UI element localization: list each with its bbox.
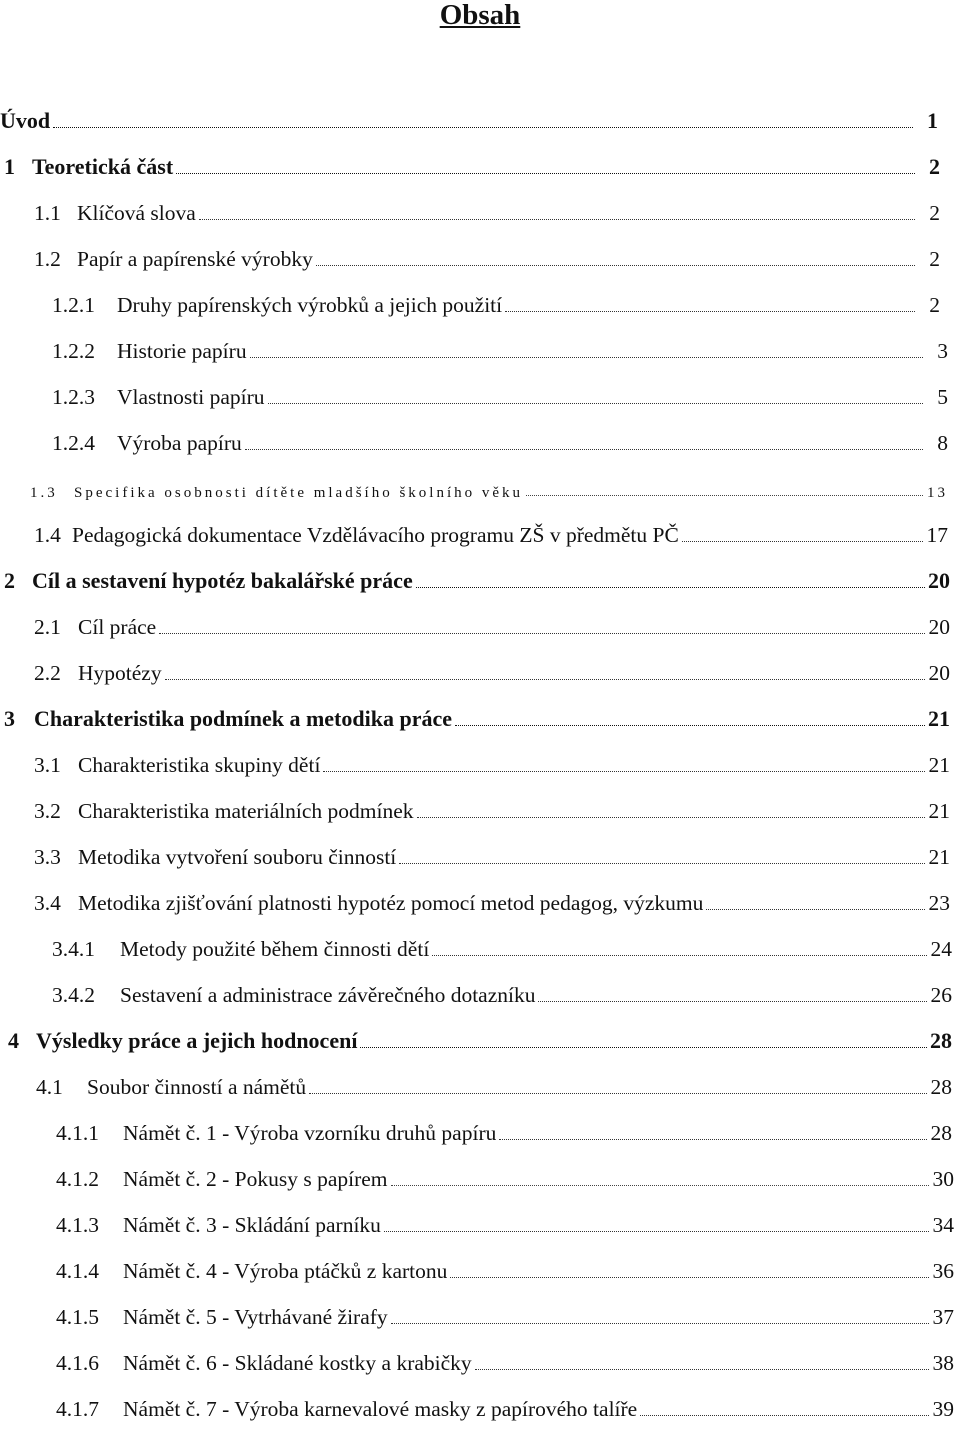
toc-entry-title: Papír a papírenské výrobky	[77, 247, 313, 271]
toc-entry-title: Výsledky práce a jejich hodnocení	[36, 1028, 358, 1053]
toc-entry[interactable]	[0, 226, 960, 272]
toc-leader	[176, 173, 915, 174]
toc-entry[interactable]	[0, 962, 960, 1008]
toc-entry-number: 3.1	[34, 753, 61, 777]
toc-entry[interactable]	[0, 1146, 960, 1192]
toc-entry-number: 4.1.6	[56, 1351, 99, 1375]
toc-entry-page: 2	[929, 247, 940, 271]
toc-entry-page: 37	[932, 1305, 954, 1329]
toc-leader	[706, 909, 925, 910]
toc-entry-page: 21	[928, 845, 950, 869]
toc-entry-number: 3.4.1	[52, 937, 95, 961]
toc-leader	[384, 1231, 929, 1232]
toc-entry[interactable]	[0, 824, 960, 870]
toc-entry[interactable]	[0, 1192, 960, 1238]
toc-entry-title: Námět č. 4 - Výroba ptáčků z kartonu	[123, 1259, 448, 1283]
toc-entry-page: 20	[928, 568, 950, 593]
toc-leader	[526, 495, 923, 496]
toc-entry-page: 1	[927, 108, 938, 133]
toc-entry[interactable]	[0, 594, 960, 640]
toc-entry-number: 4.1.1	[56, 1121, 99, 1145]
toc-entry-page: 3	[937, 339, 948, 363]
toc-entry[interactable]	[0, 548, 960, 594]
toc-entry[interactable]	[0, 88, 960, 134]
toc-entry-page: 21	[928, 753, 950, 777]
toc-entry-page: 23	[928, 891, 950, 915]
toc-entry-page: 39	[932, 1397, 954, 1421]
toc-entry[interactable]	[0, 640, 960, 686]
toc-leader	[165, 679, 925, 680]
toc-leader	[323, 771, 925, 772]
toc-leader	[199, 219, 915, 220]
toc-entry[interactable]	[0, 1008, 960, 1054]
toc-leader	[399, 863, 925, 864]
toc-entry-number: 2.2	[34, 661, 61, 685]
toc-entry-number: 1.4	[34, 523, 61, 547]
toc-leader	[499, 1139, 927, 1140]
toc-entry-number: 4.1.7	[56, 1397, 99, 1421]
toc-leader	[309, 1093, 927, 1094]
toc-entry[interactable]	[0, 1238, 960, 1284]
toc-entry-page: 26	[930, 983, 952, 1007]
toc-entry-number: 4.1.4	[56, 1259, 99, 1283]
toc-entry[interactable]	[0, 364, 960, 410]
toc-leader	[538, 1001, 927, 1002]
toc-entry-page: 38	[932, 1351, 954, 1375]
toc-entry-page: 13	[927, 485, 948, 501]
toc-entry-number: 1.2.2	[52, 339, 95, 363]
toc-entry-page: 34	[932, 1213, 954, 1237]
toc-leader	[391, 1323, 929, 1324]
toc-entry[interactable]	[0, 1376, 960, 1422]
toc-entry-title: Metody použité během činnosti dětí	[120, 937, 430, 961]
toc-entry-page: 28	[930, 1028, 952, 1053]
toc-entry[interactable]	[0, 870, 960, 916]
toc-entry-page: 2	[929, 201, 940, 225]
toc-entry-page: 2	[929, 293, 940, 317]
toc-leader	[682, 541, 923, 542]
toc-leader	[391, 1185, 929, 1186]
toc-entry-title: Námět č. 7 - Výroba karnevalové masky z papírového talíře	[123, 1397, 638, 1421]
toc-entry[interactable]	[0, 180, 960, 226]
toc-entry-title: Námět č. 3 - Skládání parníku	[123, 1213, 381, 1237]
toc-entry-title: Pedagogická dokumentace Vzdělávacího programu ZŠ v předmětu PČ	[72, 523, 679, 547]
toc-entry-number: 3	[4, 706, 15, 731]
toc-leader	[455, 725, 925, 726]
toc-entry[interactable]	[0, 318, 960, 364]
toc-entry-page: 20	[928, 615, 950, 639]
toc-entry[interactable]	[0, 410, 960, 456]
toc-entry-number: 1.2.1	[52, 293, 95, 317]
toc-entry-title: Historie papíru	[117, 339, 247, 363]
toc-entry-title: Námět č. 1 - Výroba vzorníku druhů papíru	[123, 1121, 497, 1145]
toc-entry-page: 24	[930, 937, 952, 961]
toc-entry-number: 3.2	[34, 799, 61, 823]
toc-entry[interactable]	[0, 134, 960, 180]
toc-entry-title: Námět č. 2 - Pokusy s papírem	[123, 1167, 388, 1191]
toc-entry-number: 4.1.5	[56, 1305, 99, 1329]
toc-entry[interactable]	[0, 732, 960, 778]
toc-entry-title: Druhy papírenských výrobků a jejich použití	[117, 293, 503, 317]
toc-leader	[268, 403, 924, 404]
toc-entry-number: 2	[4, 568, 15, 593]
toc-leader	[316, 265, 915, 266]
toc-entry-page: 8	[937, 431, 948, 455]
toc-entry-page: 21	[928, 706, 950, 731]
toc-leader	[475, 1369, 929, 1370]
toc-entry[interactable]	[0, 272, 960, 318]
toc-entry-number: 2.1	[34, 615, 61, 639]
toc-entry-page: 2	[929, 154, 940, 179]
toc-leader	[53, 127, 913, 128]
toc-entry-number: 1.2	[34, 247, 61, 271]
toc-entry-title: Klíčová slova	[77, 201, 196, 225]
toc-entry-number: 4.1.3	[56, 1213, 99, 1237]
toc-entry-page: 36	[932, 1259, 954, 1283]
toc-entry-title: Metodika vytvoření souboru činností	[78, 845, 397, 869]
toc-entry-title: Vlastnosti papíru	[117, 385, 265, 409]
toc-entry-page: 20	[928, 661, 950, 685]
toc-entry-page: 21	[928, 799, 950, 823]
toc-entry[interactable]	[0, 502, 960, 548]
toc-entry[interactable]	[0, 1054, 960, 1100]
toc-entry-title: Výroba papíru	[117, 431, 242, 455]
toc-entry[interactable]	[0, 778, 960, 824]
toc-entry-page: 28	[930, 1121, 952, 1145]
toc-entry-title: Úvod	[0, 108, 51, 133]
toc-entry-number: 1.2.3	[52, 385, 95, 409]
toc-leader	[250, 357, 923, 358]
toc-entry[interactable]	[0, 916, 960, 962]
toc-entry-number: 4	[8, 1028, 19, 1053]
toc-entry-title: Charakteristika podmínek a metodika práce	[34, 706, 452, 731]
toc-entry-title: Specifika osobnosti dítěte mladšího školního věku	[74, 485, 524, 501]
toc-leader	[417, 817, 925, 818]
toc-entry[interactable]	[0, 456, 960, 502]
toc-entry-number: 4.1	[36, 1075, 63, 1099]
toc-entry-page: 30	[932, 1167, 954, 1191]
toc-entry-title: Hypotézy	[78, 661, 162, 685]
toc-leader	[416, 587, 925, 588]
page-title: Obsah	[439, 0, 521, 31]
toc-entry-title: Teoretická část	[32, 154, 174, 179]
toc-entry-page: 28	[930, 1075, 952, 1099]
toc-leader	[450, 1277, 929, 1278]
toc-leader	[245, 449, 923, 450]
toc-entry[interactable]	[0, 1330, 960, 1376]
toc-entry-number: 1.3	[30, 485, 58, 501]
toc-entry-title: Námět č. 6 - Skládané kostky a krabičky	[123, 1351, 472, 1375]
toc-entry-title: Soubor činností a námětů	[87, 1075, 307, 1099]
toc-entry-number: 3.3	[34, 845, 61, 869]
toc-entry-number: 3.4.2	[52, 983, 95, 1007]
toc-entry-title: Cíl a sestavení hypotéz bakalářské práce	[32, 568, 413, 593]
toc-entry-page: 17	[926, 523, 948, 547]
toc-entry[interactable]	[0, 1100, 960, 1146]
toc-entry-page: 5	[937, 385, 948, 409]
toc-entry[interactable]	[0, 686, 960, 732]
toc-leader	[432, 955, 927, 956]
toc-entry-title: Sestavení a administrace závěrečného dotazníku	[120, 983, 536, 1007]
toc-entry-title: Charakteristika skupiny dětí	[78, 753, 321, 777]
toc-leader	[159, 633, 925, 634]
toc-entry-number: 3.4	[34, 891, 61, 915]
toc-leader	[360, 1047, 927, 1048]
toc-leader	[640, 1415, 929, 1416]
toc-entry-title: Charakteristika materiálních podmínek	[78, 799, 414, 823]
toc-leader	[505, 311, 915, 312]
toc-entry-number: 1.2.4	[52, 431, 95, 455]
toc-entry-title: Námět č. 5 - Vytrhávané žirafy	[123, 1305, 388, 1329]
toc-entry-title: Metodika zjišťování platnosti hypotéz pomocí metod pedagog, výzkumu	[78, 891, 704, 915]
toc-entry[interactable]	[0, 1284, 960, 1330]
toc-entry-number: 1.1	[34, 201, 61, 225]
toc-entry-number: 4.1.2	[56, 1167, 99, 1191]
toc-entry-title: Cíl práce	[78, 615, 157, 639]
toc-entry-number: 1	[4, 154, 15, 179]
